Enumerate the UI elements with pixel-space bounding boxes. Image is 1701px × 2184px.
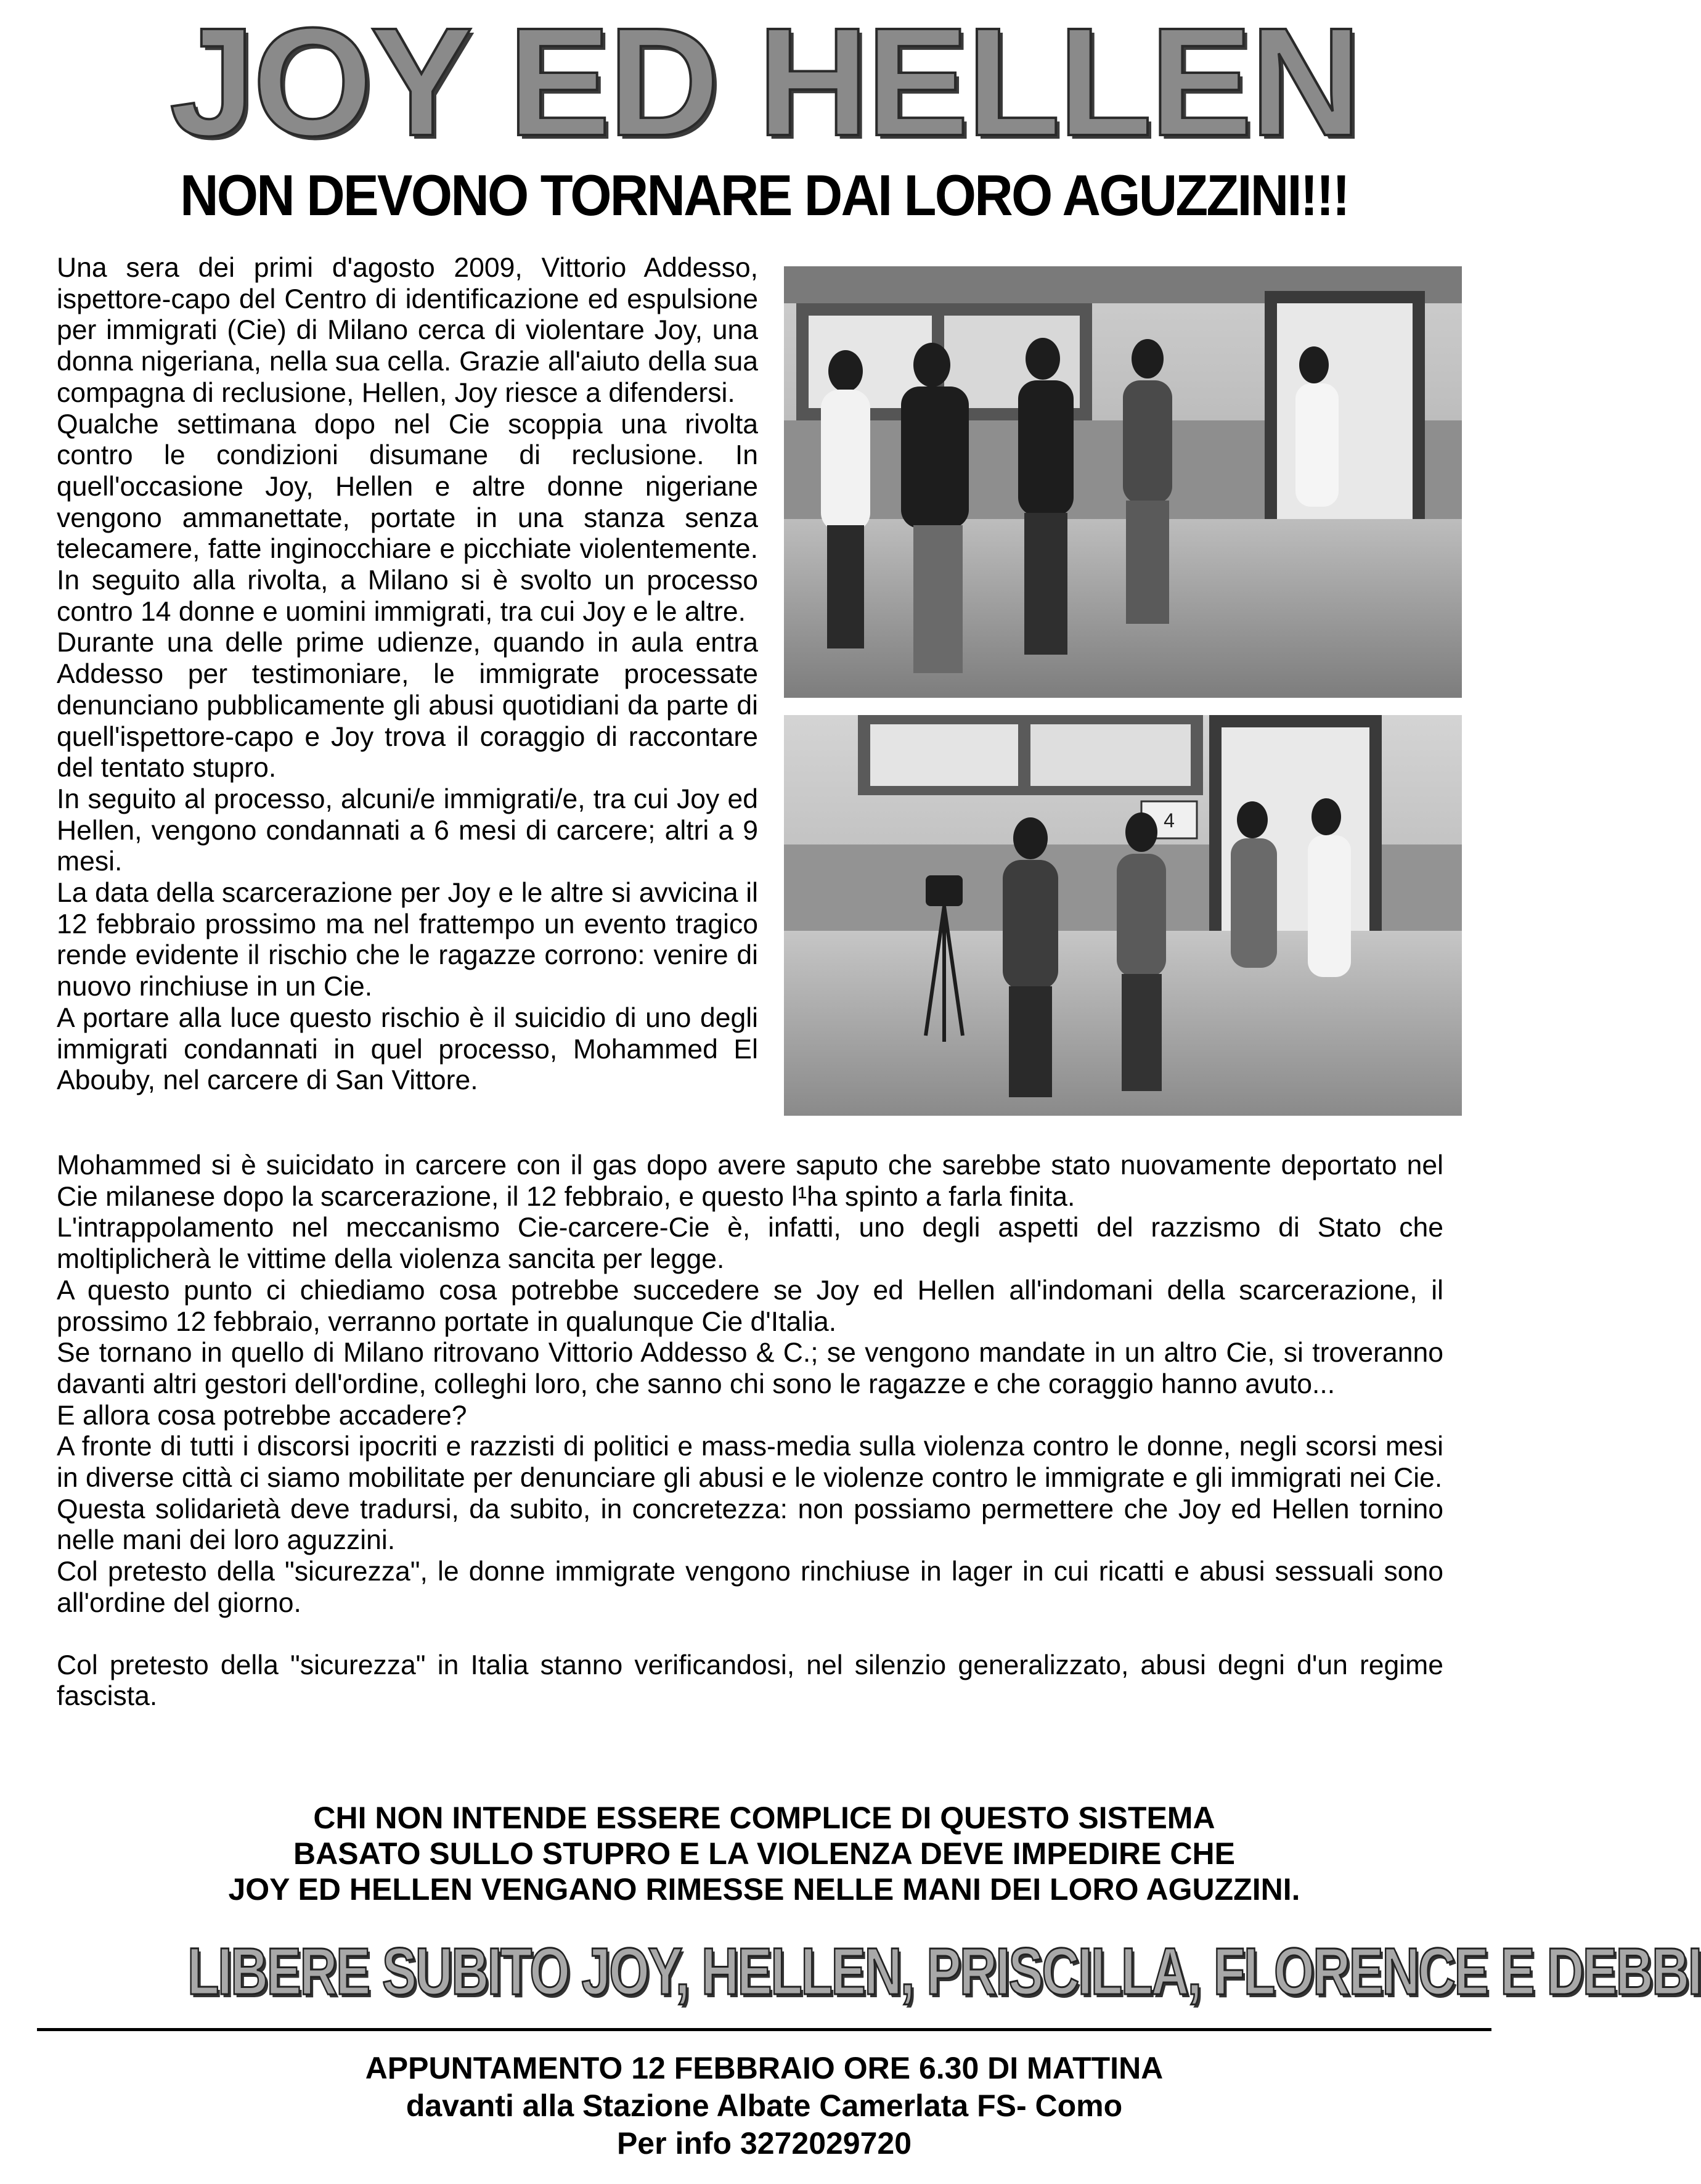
flyer-title: JOY ED HELLEN (169, 0, 1359, 168)
photo-corridor-2 (784, 715, 1462, 1116)
paragraph-gap (57, 1619, 1443, 1650)
paragraph: A portare alla luce questo rischio è il suicidio di uno degli immigrati condannati in quel processo, Mohammed El Abouby, nel carcere di San Vittore. (57, 1002, 758, 1096)
paragraph: E allora cosa potrebbe accadere? (57, 1400, 467, 1431)
location-line: davanti alla Stazione Albate Camerlata FS- Como (406, 2088, 1123, 2123)
divider-line (37, 2028, 1491, 2031)
appeal-block (0, 1800, 1528, 1907)
paragraph: Una sera dei primi d'agosto 2009, Vittorio Addesso, ispettore-capo del Centro di identificazione ed espulsione per immigrati (Cie) di Milano cerca di violentare Joy, una donna nigeriana, nella sua cella. Grazie all'aiuto della sua compagna di reclusione, Hellen, Joy riesce a difendersi. (57, 253, 758, 408)
slogan-banner: LIBERE SUBITO JOY, HELLEN, PRISCILLA, FLORENCE E DEBBI (187, 1934, 1701, 2008)
paragraph: Col pretesto della "sicurezza", le donne immigrate vengono rinchiuse in lager in cui ricatti e abusi sessuali sono all'ordine del giorno. (57, 1556, 1443, 1618)
closing-paragraph: Col pretesto della "sicurezza" in Italia stanno verificandosi, nel silenzio generalizzato, abusi degni d'un regime fascista. (57, 1650, 1443, 1712)
paragraph: Mohammed si è suicidato in carcere con il gas dopo avere saputo che sarebbe stato nuovamente deportato nel Cie milanese dopo la scarcerazione, il 12 febbraio, e questo l¹ha spinto a farla finita. (57, 1150, 1443, 1212)
photo-corridor-1 (784, 266, 1462, 698)
paragraph: A questo punto ci chiediamo cosa potrebbe succedere se Joy ed Hellen all'indomani della scarcerazione, il prossimo 12 febbraio, verranno portate in qualunque Cie d'Italia. (57, 1275, 1443, 1337)
footer-info (0, 2050, 1528, 2162)
flyer-subtitle: NON DEVONO TORNARE DAI LORO AGUZZINI!!! (180, 163, 1348, 227)
appeal-line: JOY ED HELLEN VENGANO RIMESSE NELLE MANI DEI LORO AGUZZINI. (228, 1872, 1300, 1907)
paragraph: L'intrappolamento nel meccanismo Cie-carcere-Cie è, infatti, uno degli aspetti del razzismo di Stato che moltiplicherà le vittime della violenza sancita per legge. (57, 1213, 1443, 1275)
paragraph: La data della scarcerazione per Joy e le altre si avvicina il 12 febbraio prossimo ma nel frattempo un evento tragico rende evidente il rischio che le ragazze corrono: venire di nuovo rinchiuse in un Cie. (57, 878, 758, 1002)
appeal-line: CHI NON INTENDE ESSERE COMPLICE DI QUESTO SISTEMA (313, 1801, 1215, 1835)
paragraph: In seguito al processo, alcuni/e immigrati/e, tra cui Joy ed Hellen, vengono condannati a 6 mesi di carcere; altri a 9 mesi. (57, 783, 758, 877)
paragraph: Qualche settimana dopo nel Cie scoppia una rivolta contro le condizioni disumane di reclusione. In quell'occasione Joy, Hellen e altre donne nigeriane vengono ammanettate, portate in una stanza senza telecamere, fatte inginocchiare e picchiate violentemente. In seguito alla rivolta, a Milano si è svolto un processo contro 14 donne e uomini immigrati, tra cui Joy e le altre. (57, 409, 758, 627)
column-text (57, 253, 758, 1097)
paragraph: A fronte di tutti i discorsi ipocriti e razzisti di politici e mass-media sulla violenza contro le donne, negli scorsi mesi in diverse città ci siamo mobilitate per denunciare gli abusi e le violenze contro le immigrate e gli immigrati nei Cie. (57, 1431, 1443, 1494)
door-sign-number: 4 (1164, 809, 1175, 832)
main-text (57, 1150, 1443, 1712)
appointment-line: APPUNTAMENTO 12 FEBBRAIO ORE 6.30 DI MATTINA (365, 2051, 1164, 2085)
contact-line: Per info 3272029720 (616, 2126, 912, 2161)
appeal-line: BASATO SULLO STUPRO E LA VIOLENZA DEVE IMPEDIRE CHE (293, 1836, 1235, 1871)
paragraph: Questa solidarietà deve tradursi, da subito, in concretezza: non possiamo permettere che Joy ed Hellen tornino nelle mani dei loro aguzzini. (57, 1494, 1443, 1556)
paragraph: Durante una delle prime udienze, quando in aula entra Addesso per testimoniare, le immigrate processate denunciano pubblicamente gli abusi quotidiani da parte di quell'ispettore-capo e Joy trova il coraggio di raccontare del tentato stupro. (57, 628, 758, 783)
paragraph: Se tornano in quello di Milano ritrovano Vittorio Addesso & C.; se vengono mandate in un altro Cie, si troveranno davanti altri gestori dell'ordine, colleghi loro, che sanno chi sono le ragazze e che coraggio hanno avuto... (57, 1338, 1443, 1399)
